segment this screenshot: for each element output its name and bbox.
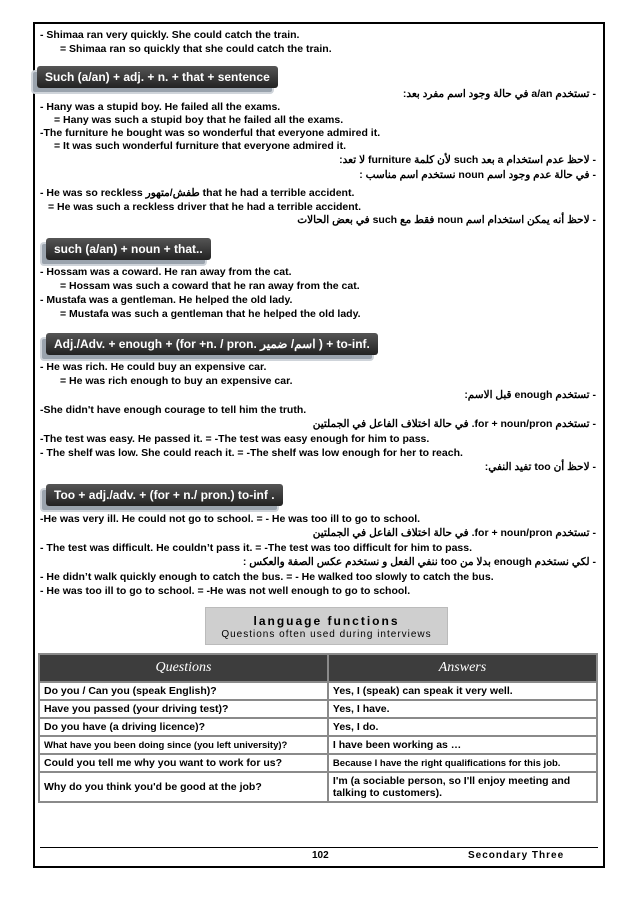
language-functions-box (205, 607, 448, 645)
text-line: -She didn't have enough courage to tell him the truth. (40, 404, 307, 416)
footer-divider (40, 847, 598, 848)
text-line: = He was rich enough to buy an expensive car. (60, 375, 293, 387)
answer-cell: I have been working as … (328, 736, 597, 754)
series-label: Secondary Three (468, 850, 565, 861)
answer-cell: Yes, I have. (328, 700, 597, 718)
text-line: = It was such wonderful furniture that everyone admired it. (54, 140, 347, 152)
text-line: -He was very ill. He could not go to school. = - He was too ill to go to school. (40, 513, 421, 525)
answer-cell: Yes, I do. (328, 718, 597, 736)
arabic-note: - لاحظ أن too تفيد النفي: (484, 461, 596, 473)
questions-answers-table (38, 653, 598, 803)
text-line: = Hossam was such a coward that he ran away from the cat. (60, 280, 360, 292)
arabic-note: - في حالة عدم وجود اسم noun نستخدم اسم مناسب : (359, 169, 596, 181)
arabic-note: - تستخدم for + noun/pron. في حالة اختلاف الفاعل في الجملتين (312, 527, 596, 539)
text-line: = Hany was such a stupid boy that he failed all the exams. (54, 114, 344, 126)
text-line: - Hany was a stupid boy. He failed all the exams. (40, 101, 281, 113)
text-line: - He was rich. He could buy an expensive car. (40, 361, 267, 373)
text-line: = He was such a reckless driver that he had a terrible accident. (48, 201, 362, 213)
table-row (39, 736, 597, 754)
arabic-note: - تستخدم a/an في حالة وجود اسم مفرد بعد: (402, 88, 596, 100)
question-cell: Do you have (a driving licence)? (39, 718, 328, 736)
text-line: -The furniture he bought was so wonderful that everyone admired it. (40, 127, 381, 139)
text-line: - He was too ill to go to school. = -He was not well enough to go to school. (40, 585, 411, 597)
question-cell: Why do you think you'd be good at the job? (39, 772, 328, 802)
text-line: = Shimaa ran so quickly that she could catch the train. (60, 43, 332, 55)
table-row (39, 772, 597, 802)
arabic-note: - لكي نستخدم enough بدلا من too ننفي الفعل و نستخدم عكس الصفة والعكس : (242, 556, 596, 568)
question-cell: Do you / Can you (speak English)? (39, 682, 328, 700)
question-cell: Have you passed (your driving test)? (39, 700, 328, 718)
arabic-note: - تستخدم enough قبل الاسم: (464, 389, 596, 401)
section-header-too: Too + adj./adv. + (for + n./ pron.) to-inf . (46, 484, 283, 506)
answer-cell: Yes, I (speak) can speak it very well. (328, 682, 597, 700)
language-functions-subtitle: Questions often used during interviews (221, 629, 432, 640)
text-line: - Mustafa was a gentleman. He helped the old lady. (40, 294, 293, 306)
text-line: - He didn’t walk quickly enough to catch the bus. = - He walked too slowly to catch the bus. (40, 571, 494, 583)
text-line: = Mustafa was such a gentleman that he helped the old lady. (60, 308, 361, 320)
table-header-row (39, 654, 597, 682)
section-header-such-adj: Such (a/an) + adj. + n. + that + sentence (37, 66, 278, 88)
column-header-questions: Questions (39, 654, 328, 682)
arabic-note: - تستخدم for + noun/pron. في حالة اختلاف الفاعل في الجملتين (312, 418, 596, 430)
answer-cell: Because I have the right qualifications for this job. (328, 754, 597, 772)
text-line: - The shelf was low. She could reach it. = -The shelf was low enough for her to reach. (40, 447, 463, 459)
arabic-note: - لاحظ أنه يمكن استخدام اسم noun فقط مع such في بعض الحالات (297, 214, 596, 226)
text-line: - He was so reckless طفش/متهور that he had a terrible accident. (40, 187, 355, 199)
language-functions-title: language functions (253, 614, 400, 628)
table-row (39, 754, 597, 772)
table-row (39, 700, 597, 718)
answer-cell: I'm (a sociable person, so I'll enjoy meeting and talking to customers). (328, 772, 597, 802)
section-header-enough: Adj./Adv. + enough + (for +n. / pron. اسم/ ضمير ) + to-inf. (46, 333, 378, 355)
arabic-note: - لاحظ عدم استخدام a بعد such لأن كلمة furniture لا تعد: (339, 154, 596, 166)
page-number: 102 (312, 850, 329, 861)
question-cell: What have you been doing since (you left university)? (39, 736, 328, 754)
table-row (39, 682, 597, 700)
text-line: - The test was difficult. He couldn’t pass it. = -The test was too difficult for him to pass. (40, 542, 473, 554)
table-row (39, 718, 597, 736)
text-line: - Shimaa ran very quickly. She could catch the train. (40, 29, 300, 41)
section-header-such-noun: such (a/an) + noun + that.. (46, 238, 211, 260)
text-line: -The test was easy. He passed it. = -The test was easy enough for him to pass. (40, 433, 430, 445)
question-cell: Could you tell me why you want to work for us? (39, 754, 328, 772)
column-header-answers: Answers (328, 654, 597, 682)
text-line: - Hossam was a coward. He ran away from the cat. (40, 266, 292, 278)
